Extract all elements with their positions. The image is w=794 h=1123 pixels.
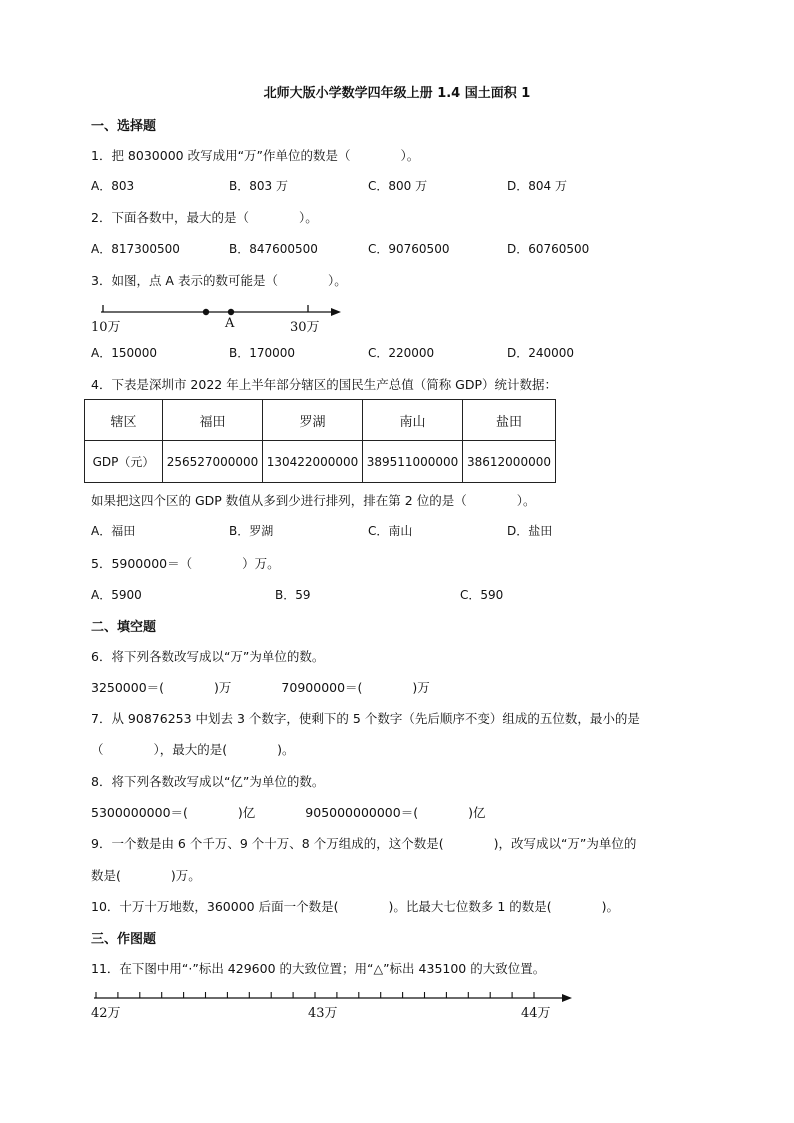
gdp-value-yantian: 38612000000 <box>463 441 556 483</box>
question-9-cont: 数是( )万。 <box>91 868 201 883</box>
section-heading-drawing: 三、作图题 <box>91 932 157 947</box>
q2-option-d[interactable]: D．60760500 <box>507 242 590 256</box>
q2-option-a[interactable]: A．817300500 <box>91 242 180 256</box>
q1-option-b[interactable]: B．803 万 <box>229 179 288 193</box>
question-5: 5．5900000＝（ ）万。 <box>91 556 280 571</box>
q4-option-c[interactable]: C．南山 <box>368 524 413 538</box>
question-11: 11．在下图中用“·”标出 429600 的大致位置；用“△”标出 435100 的大致位置。 <box>91 961 546 976</box>
q11-axis-arrow <box>562 994 572 1002</box>
document-title: 北师大版小学数学四年级上册 1.4 国土面积 1 <box>263 86 531 101</box>
q3-label-point: A <box>225 316 235 331</box>
q4-option-a[interactable]: A．福田 <box>91 524 136 538</box>
q1-option-a[interactable]: A．803 <box>91 179 135 193</box>
question-7-cont: （ ），最大的是( )。 <box>91 742 295 757</box>
gdp-header-nanshan: 南山 <box>363 400 463 441</box>
section-heading-choice: 一、选择题 <box>91 119 157 134</box>
question-6: 6．将下列各数改写成以“万”为单位的数。 <box>91 649 325 664</box>
gdp-header-futian: 福田 <box>163 400 263 441</box>
q1-option-d[interactable]: D．804 万 <box>507 179 567 193</box>
q6-answer-line: 3250000＝( )万 70900000＝( )万 <box>91 680 430 695</box>
q1-option-c[interactable]: C．800 万 <box>368 179 428 193</box>
q5-option-b[interactable]: B．59 <box>275 588 311 602</box>
question-9: 9．一个数是由 6 个千万、9 个十万、8 个万组成的，这个数是( )，改写成以“万”为单位的 <box>91 836 637 851</box>
question-8: 8．将下列各数改写成以“亿”为单位的数。 <box>91 774 325 789</box>
q3-option-c[interactable]: C．220000 <box>368 346 435 360</box>
q4-option-b[interactable]: B．罗湖 <box>229 524 274 538</box>
gdp-header-yantian: 盐田 <box>463 400 556 441</box>
gdp-row-label: GDP（元） <box>85 441 163 483</box>
q5-option-a[interactable]: A．5900 <box>91 588 142 602</box>
question-1: 1．把 8030000 改写成用“万”作单位的数是（ ）。 <box>91 148 420 163</box>
question-3: 3．如图，点 A 表示的数可能是（ ）。 <box>91 273 347 288</box>
section-heading-fill: 二、填空题 <box>91 620 157 635</box>
question-7: 7．从 90876253 中划去 3 个数字，使剩下的 5 个数字（先后顺序不变）组成的五位数，最小的是 <box>91 711 640 726</box>
q11-label-44: 44万 <box>521 1006 551 1021</box>
question-4: 4．下表是深圳市 2022 年上半年部分辖区的国民生产总值（简称 GDP）统计数据： <box>91 377 558 392</box>
question-10: 10．十万十万地数，360000 后面一个数是( )。比最大七位数多 1 的数是( )。 <box>91 899 620 914</box>
gdp-value-futian: 256527000000 <box>163 441 263 483</box>
q11-label-42: 42万 <box>91 1006 121 1021</box>
q2-option-b[interactable]: B．847600500 <box>229 242 318 256</box>
q3-label-right: 30万 <box>290 320 320 335</box>
q4-option-d[interactable]: D．盐田 <box>507 524 553 538</box>
q3-option-a[interactable]: A．150000 <box>91 346 158 360</box>
gdp-header-luohu: 罗湖 <box>263 400 363 441</box>
q11-label-43: 43万 <box>308 1006 338 1021</box>
gdp-value-nanshan: 389511000000 <box>363 441 463 483</box>
question-4-prompt: 如果把这四个区的 GDP 数值从多到少进行排列，排在第 2 位的是（ ）。 <box>91 493 536 508</box>
q8-answer-line: 5300000000＝( )亿 905000000000＝( )亿 <box>91 805 486 820</box>
q3-option-b[interactable]: B．170000 <box>229 346 296 360</box>
gdp-header-district: 辖区 <box>85 400 163 441</box>
question-2: 2．下面各数中，最大的是（ ）。 <box>91 210 318 225</box>
q3-label-left: 10万 <box>91 320 121 335</box>
q5-option-c[interactable]: C．590 <box>460 588 504 602</box>
q2-option-c[interactable]: C．90760500 <box>368 242 450 256</box>
gdp-value-luohu: 130422000000 <box>263 441 363 483</box>
q3-option-d[interactable]: D．240000 <box>507 346 575 360</box>
